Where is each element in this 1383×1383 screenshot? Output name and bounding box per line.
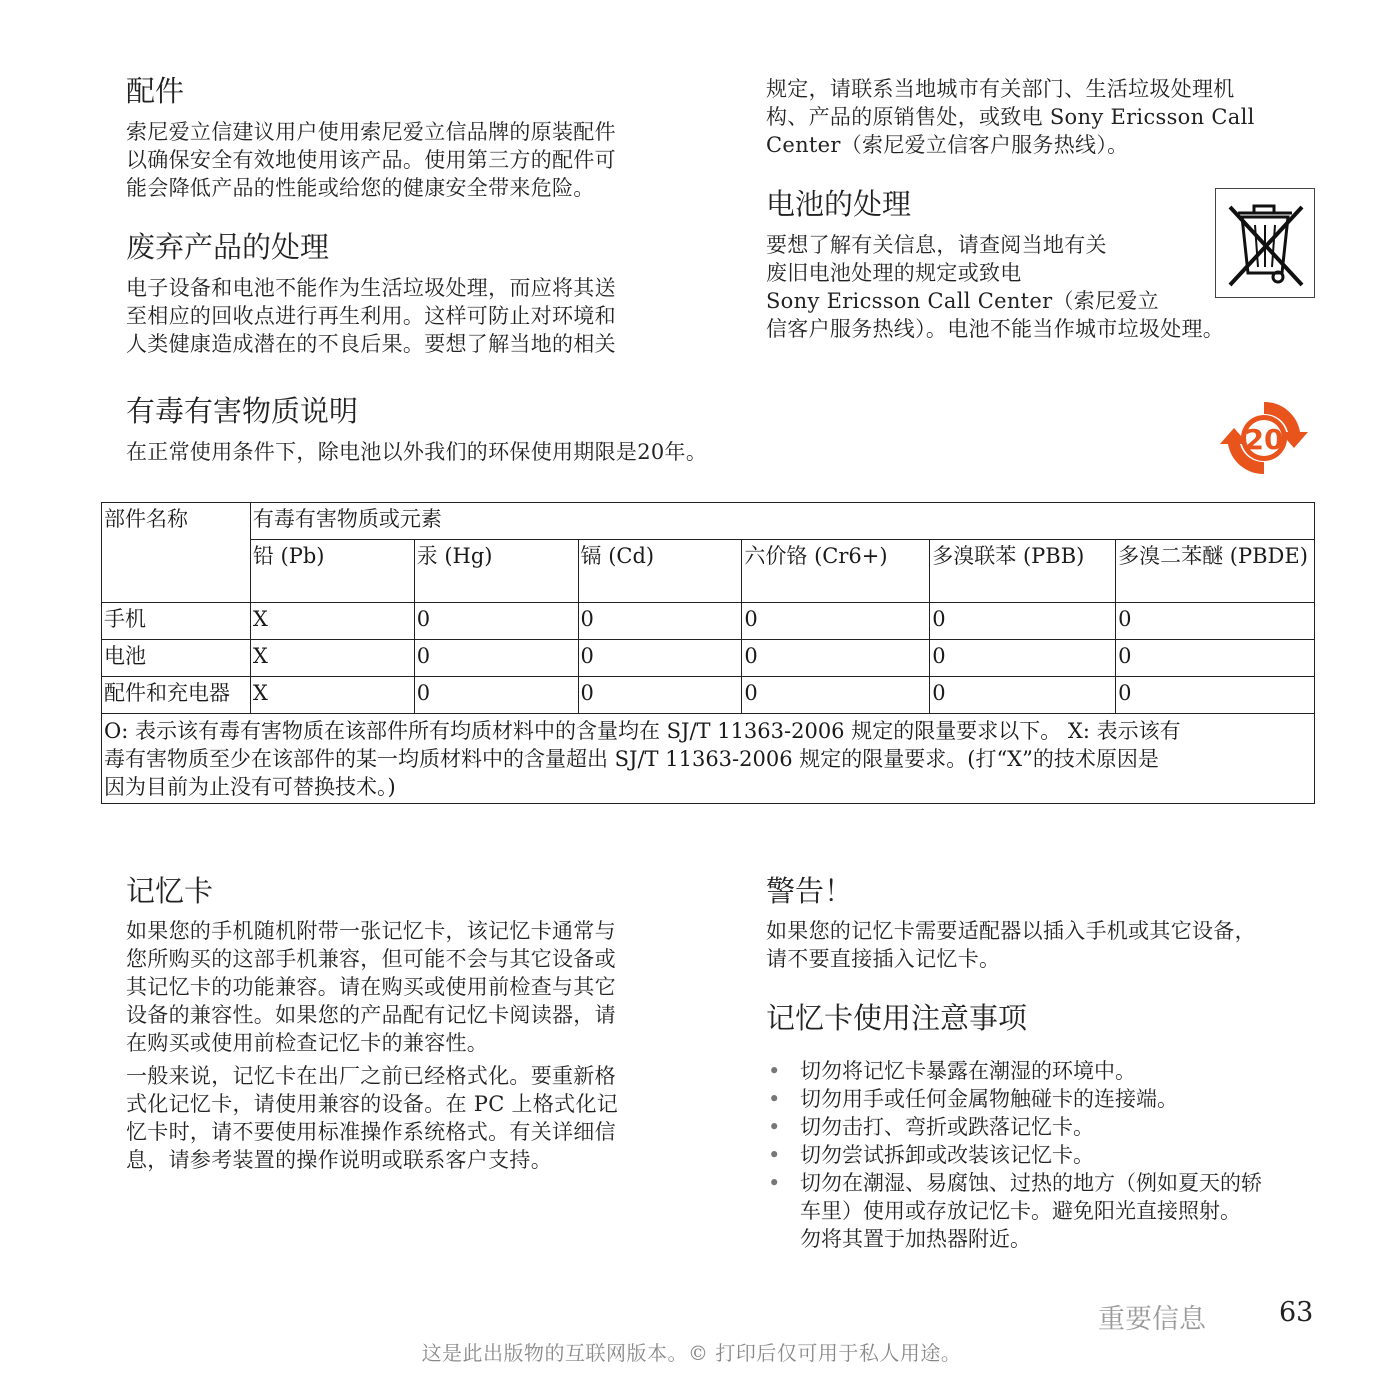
section-name: 重要信息 [1098,1304,1206,1335]
substance-header: 铅 (Pb) [250,540,414,603]
card-notes-heading: 记忆卡使用注意事项 [766,1001,1028,1035]
table-cell: 0 [414,603,578,640]
list-item: • 切勿将记忆卡暴露在潮湿的环境中。 [766,1057,1326,1085]
card-notes-list [766,1057,1326,1253]
hazard-subtitle: 在正常使用条件下，除电池以外我们的环保使用期限是20年。 [126,440,708,464]
table-cell: 0 [414,677,578,714]
list-item: • 切勿击打、弯折或跌落记忆卡。 [766,1113,1326,1141]
list-item: • 切勿在潮湿、易腐蚀、过热的地方（例如夏天的轿 车里）使用或存放记忆卡。避免阳光直接照射。 勿将其置于加热器附近。 [766,1169,1326,1253]
disposal-heading: 废弃产品的处理 [126,230,330,264]
environmental-use-period-badge [1216,396,1312,480]
hazard-heading: 有毒有害物质说明 [126,394,359,428]
footer-notice: 这是此出版物的互联网版本。© 打印后仅可用于私人用途。 [421,1341,962,1365]
table-cell: 0 [578,603,742,640]
table-cell: 0 [742,603,930,640]
table-cell: 0 [414,640,578,677]
table-cell: 0 [578,640,742,677]
hazardous-substances-table [101,502,1315,804]
table-cell: 0 [1116,677,1315,714]
substance-header: 汞 (Hg) [414,540,578,603]
component-name: 配件和充电器 [102,677,251,714]
substance-group-header: 有毒有害物质或元素 [250,503,1314,540]
table-row [102,640,1315,677]
substance-header: 多溴联苯 (PBB) [930,540,1116,603]
page-number: 63 [1279,1297,1314,1328]
table-cell: X [250,640,414,677]
battery-heading: 电池的处理 [766,187,912,221]
disposal-text-continued: 规定，请联系当地城市有关部门、生活垃圾处理机 构、产品的原销售处，或致电 Sony Ericsson Call Center（索尼爱立信客户服务热线）。 [766,77,1255,157]
battery-text: 要想了解有关信息，请查阅当地有关 废旧电池处理的规定或致电 Sony Ericsson Call Center（索尼爱立 信客户服务热线）。电池不能当作城市垃圾处理。 [766,233,1225,341]
table-cell: 0 [930,640,1116,677]
warning-text: 如果您的记忆卡需要适配器以插入手机或其它设备， 请不要直接插入记忆卡。 [766,919,1256,971]
table-cell: X [250,603,414,640]
table-cell: X [250,677,414,714]
warning-heading: 警告！ [766,874,854,908]
crossed-out-wheelie-bin-icon [1215,188,1315,298]
table-row [102,603,1315,640]
component-name: 手机 [102,603,251,640]
table-cell: 0 [742,640,930,677]
memory-card-heading: 记忆卡 [126,874,214,908]
accessories-heading: 配件 [126,74,185,108]
substance-header: 六价铬 (Cr6+) [742,540,930,603]
substance-header: 多溴二苯醚 (PBDE) [1116,540,1315,603]
list-item: • 切勿用手或任何金属物触碰卡的连接端。 [766,1085,1326,1113]
table-cell: 0 [930,677,1116,714]
component-name: 电池 [102,640,251,677]
list-item: • 切勿尝试拆卸或改装该记忆卡。 [766,1141,1326,1169]
substance-header: 镉 (Cd) [578,540,742,603]
badge-number: 20 [1244,423,1284,456]
table-cell: 0 [578,677,742,714]
memory-card-paragraph-2: 一般来说，记忆卡在出厂之前已经格式化。要重新格 式化记忆卡，请使用兼容的设备。在 PC 上格式化记 忆卡时，请不要使用标准操作系统格式。有关详细信 息，请参考装置的操作说明或联系客户支持。 [126,1064,619,1172]
table-note: O: 表示该有毒有害物质在该部件所有均质材料中的含量均在 SJ/T 11363-2006 规定的限量要求以下。 X: 表示该有 毒有害物质至少在该部件的某一均质材料中的含量超出 SJ/T 11363-2006 规定的限量要求。(打“X”的技术原因是 因为目前为止没有可替换技术。) [102,714,1315,804]
disposal-text: 电子设备和电池不能作为生活垃圾处理，而应将其送 至相应的回收点进行再生利用。这样可防止对环境和 人类健康造成潜在的不良后果。要想了解当地的相关 [126,276,616,356]
table-cell: 0 [1116,640,1315,677]
table-cell: 0 [1116,603,1315,640]
table-row [102,677,1315,714]
accessories-text: 索尼爱立信建议用户使用索尼爱立信品牌的原装配件 以确保安全有效地使用该产品。使用第三方的配件可 能会降低产品的性能或给您的健康安全带来危险。 [126,120,616,200]
table-cell: 0 [930,603,1116,640]
table-cell: 0 [742,677,930,714]
component-header: 部件名称 [102,503,251,603]
memory-card-paragraph-1: 如果您的手机随机附带一张记忆卡，该记忆卡通常与 您所购买的这部手机兼容，但可能不会与其它设备或 其记忆卡的功能兼容。请在购买或使用前检查与其它 设备的兼容性。如果您的产品配有记忆卡阅读器，请 在购买或使用前检查记忆卡的兼容性。 [126,919,616,1055]
